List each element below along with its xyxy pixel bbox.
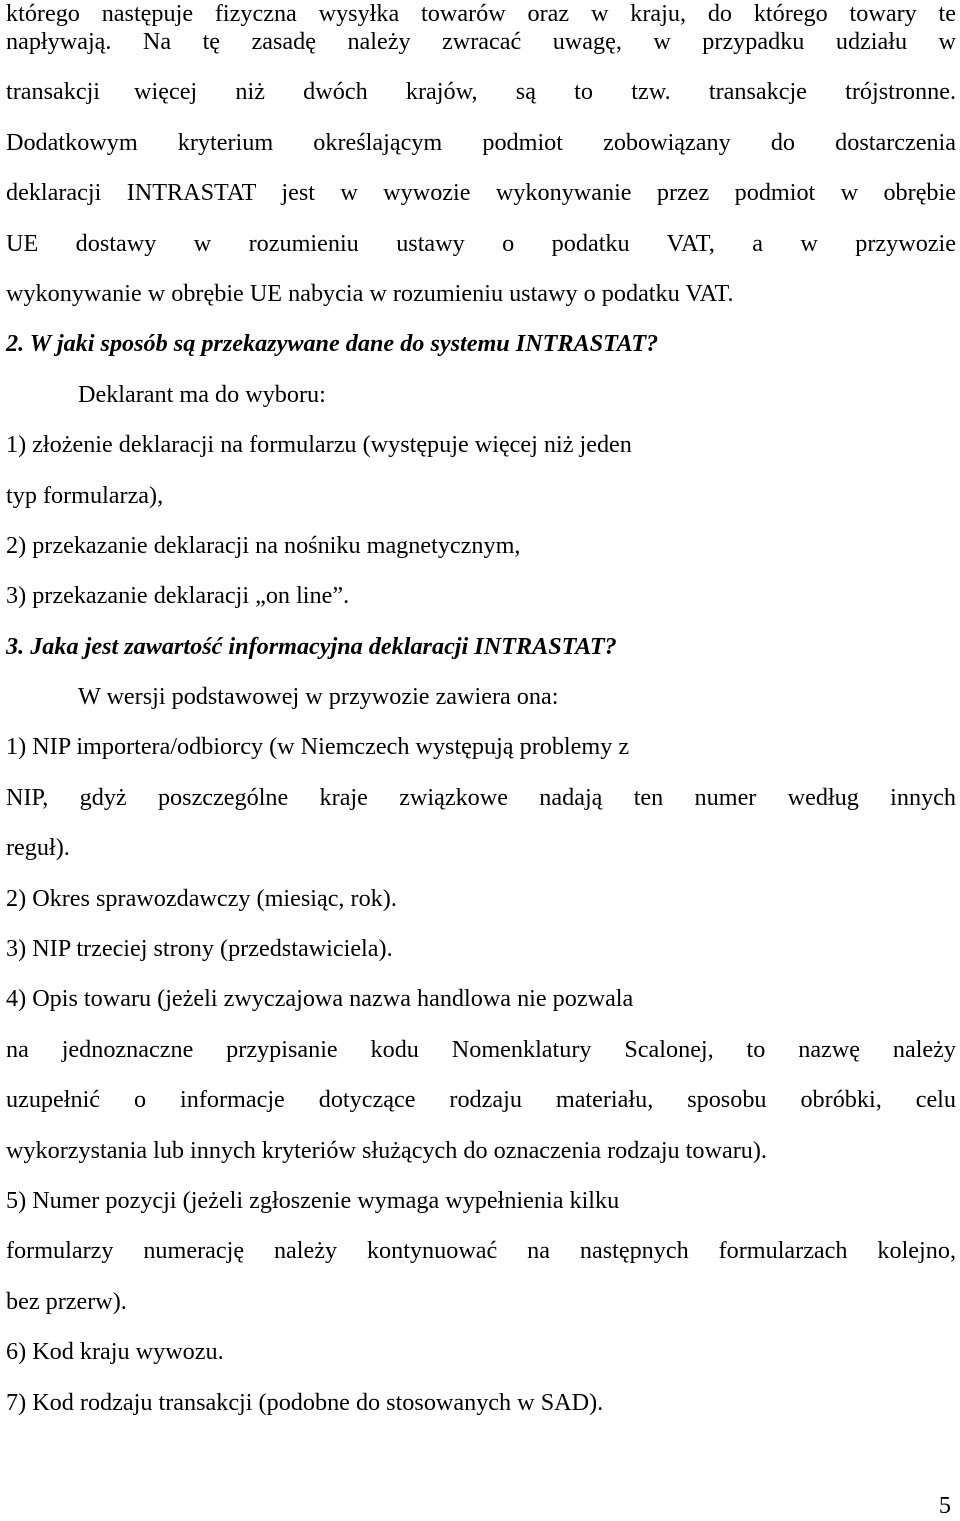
- list-item: 3) NIP trzeciej strony (przedstawiciela).: [6, 935, 393, 963]
- list-item: 1) złożenie deklaracji na formularzu (występuje więcej niż jeden: [6, 431, 632, 459]
- list-item: 3) przekazanie deklaracji „on line”.: [6, 582, 350, 610]
- paragraph-line: Dodatkowym kryterium określającym podmiot zobowiązany do dostarczenia: [6, 128, 956, 156]
- list-item-continuation: wykorzystania lub innych kryteriów służących do oznaczenia rodzaju towaru).: [6, 1136, 767, 1164]
- list-item-continuation: typ formularza),: [6, 481, 164, 509]
- paragraph-line: [6, 77, 956, 127]
- list-item: 7) Kod rodzaju transakcji (podobne do stosowanych w SAD).: [6, 1388, 604, 1416]
- section-heading: 2. W jaki sposób są przekazywane dane do systemu INTRASTAT?: [6, 330, 659, 358]
- list-item: 6) Kod kraju wywozu.: [6, 1338, 224, 1366]
- list-item: 2) Okres sprawozdawczy (miesiąc, rok).: [6, 884, 397, 912]
- list-item-continuation: reguł).: [6, 834, 70, 862]
- list-item-continuation: NIP, gdyż poszczególne kraje związkowe nadają ten numer według innych: [6, 783, 956, 811]
- paragraph-line: Deklarant ma do wyboru:: [78, 380, 326, 408]
- paragraph-line: W wersji podstawowej w przywozie zawiera ona:: [78, 683, 559, 711]
- list-item: 1) NIP importera/odbiorcy (w Niemczech występują problemy z: [6, 733, 630, 761]
- paragraph-line: którego następuje fizyczna wysyłka towarów oraz w kraju, do którego towary te: [6, 0, 956, 27]
- list-item-continuation: uzupełnić o informacje dotyczące rodzaju materiału, sposobu obróbki, celu: [6, 1086, 956, 1114]
- list-item-continuation: formularzy numerację należy kontynuować na następnych formularzach kolejno,: [6, 1237, 956, 1265]
- list-item: 5) Numer pozycji (jeżeli zgłoszenie wymaga wypełnienia kilku: [6, 1186, 620, 1214]
- paragraph-line-rest: więcej niż dwóch krajów, są to tzw. transakcje trójstronne.: [134, 78, 956, 106]
- list-item: 2) przekazanie deklaracji na nośniku magnetycznym,: [6, 531, 521, 559]
- paragraph-line: deklaracji INTRASTAT jest w wywozie wykonywanie przez podmiot w obrębie: [6, 179, 956, 207]
- list-item: 4) Opis towaru (jeżeli zwyczajowa nazwa handlowa nie pozwala: [6, 985, 634, 1013]
- paragraph-line: UE dostawy w rozumieniu ustawy o podatku VAT, a w przywozie: [6, 229, 956, 257]
- paragraph-line: wykonywanie w obrębie UE nabycia w rozumieniu ustawy o podatku VAT.: [6, 279, 734, 307]
- section-heading: 3. Jaka jest zawartość informacyjna deklaracji INTRASTAT?: [6, 632, 617, 660]
- paragraph-line: napływają. Na tę zasadę należy zwracać uwagę, w przypadku udziału w: [6, 28, 956, 55]
- document-page: [6, 0, 956, 1438]
- list-item-continuation: na jednoznaczne przypisanie kodu Nomenklatury Scalonej, to nazwę należy: [6, 1035, 956, 1063]
- list-item-continuation: bez przerw).: [6, 1287, 127, 1315]
- paragraph-line-start: transakcji: [6, 78, 101, 106]
- page-number: 5: [938, 1492, 951, 1519]
